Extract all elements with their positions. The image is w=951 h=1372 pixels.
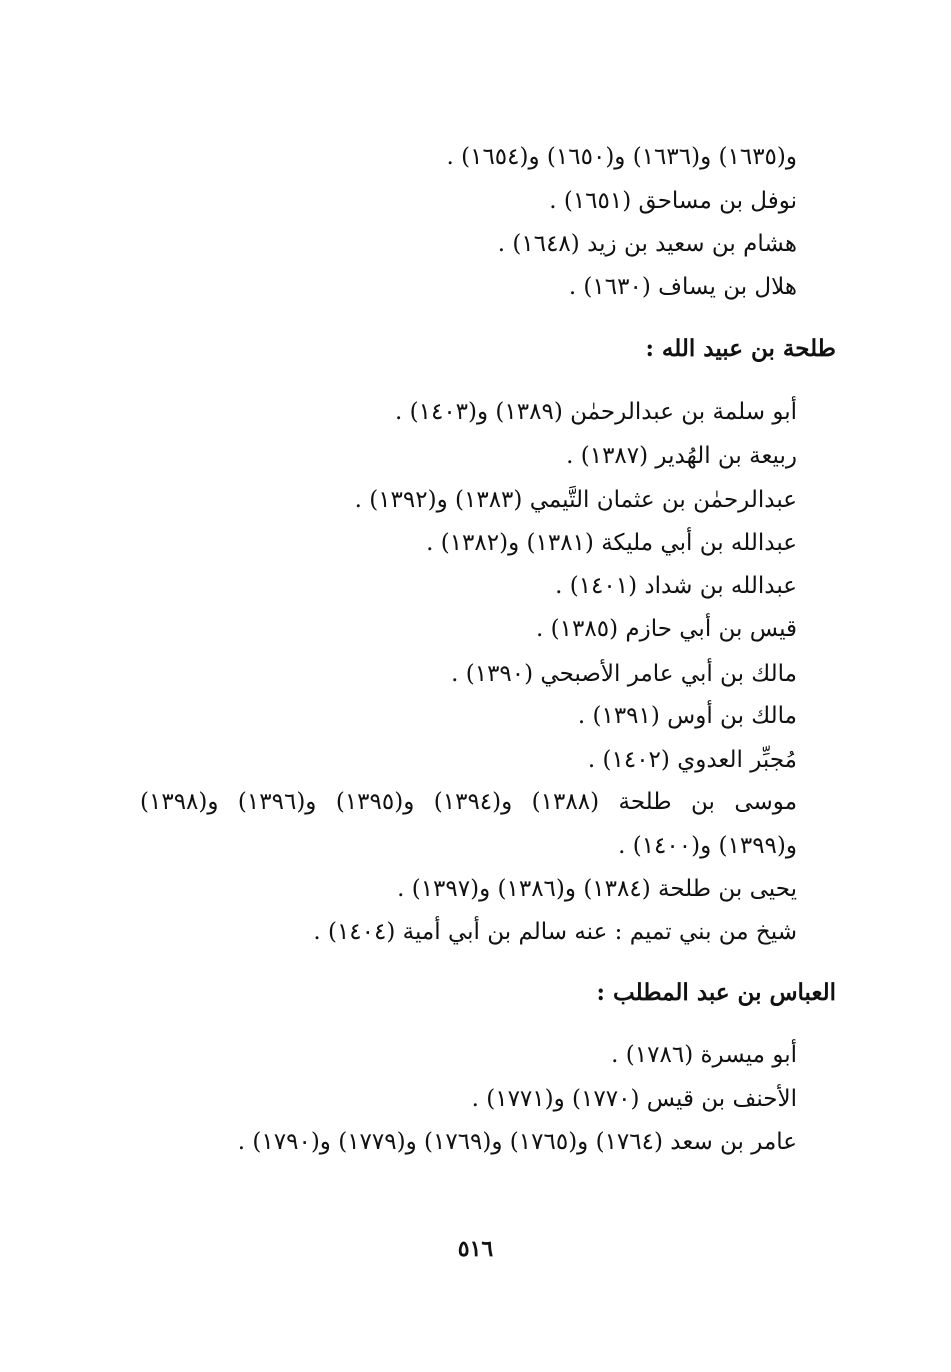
entry-line: عبدالله بن أبي مليكة (١٣٨١) و(١٣٨٢) . bbox=[426, 530, 797, 556]
entry-line: موسى بن طلحة (١٣٨٨) و(١٣٩٤) و(١٣٩٥) و(١٣٩٦) و(١٣٩٨) bbox=[140, 789, 798, 815]
entry-line: عبدالرحمٰن بن عثمان التَّيمي (١٣٨٣) و(١٣٩٢) . bbox=[354, 487, 797, 513]
entry-line: أبو ميسرة (١٧٨٦) . bbox=[611, 1042, 797, 1068]
entry-line: هلال بن يساف (١٦٣٠) . bbox=[568, 274, 797, 300]
entry-line: هشام بن سعيد بن زيد (١٦٤٨) . bbox=[497, 231, 797, 257]
section-heading: طلحة بن عبيد الله : bbox=[645, 335, 836, 362]
entry-line: الأحنف بن قيس (١٧٧٠) و(١٧٧١) . bbox=[471, 1086, 797, 1112]
entry-line: و(١٦٣٥) و(١٦٣٦) و(١٦٥٠) و(١٦٥٤) . bbox=[446, 144, 797, 170]
entry-line: نوفل بن مساحق (١٦٥١) . bbox=[549, 188, 797, 214]
entry-line: مالك بن أبي عامر الأصبحي (١٣٩٠) . bbox=[451, 661, 797, 687]
entry-line: عبدالله بن شداد (١٤٠١) . bbox=[555, 573, 797, 599]
entry-line: شيخ من بني تميم : عنه سالم بن أبي أمية (١٤٠٤) . bbox=[313, 919, 797, 945]
entry-line: مُجبِّر العدوي (١٤٠٢) . bbox=[587, 747, 797, 773]
section-heading: العباس بن عبد المطلب : bbox=[596, 979, 836, 1006]
entry-line: أبو سلمة بن عبدالرحمٰن (١٣٨٩) و(١٤٠٣) . bbox=[395, 399, 797, 425]
entry-line: ربيعة بن الهُدير (١٣٨٧) . bbox=[566, 443, 797, 469]
entry-line: يحيى بن طلحة (١٣٨٤) و(١٣٨٦) و(١٣٩٧) . bbox=[397, 876, 797, 902]
entry-line: و(١٣٩٩) و(١٤٠٠) . bbox=[618, 833, 797, 859]
entry-line: قيس بن أبي حازم (١٣٨٥) . bbox=[536, 616, 797, 642]
entry-line: عامر بن سعد (١٧٦٤) و(١٧٦٥) و(١٧٦٩) و(١٧٧٩) و(١٧٩٠) . bbox=[237, 1129, 797, 1155]
entry-line: مالك بن أوس (١٣٩١) . bbox=[577, 703, 797, 729]
page-number: ٥١٦ bbox=[457, 1236, 494, 1262]
